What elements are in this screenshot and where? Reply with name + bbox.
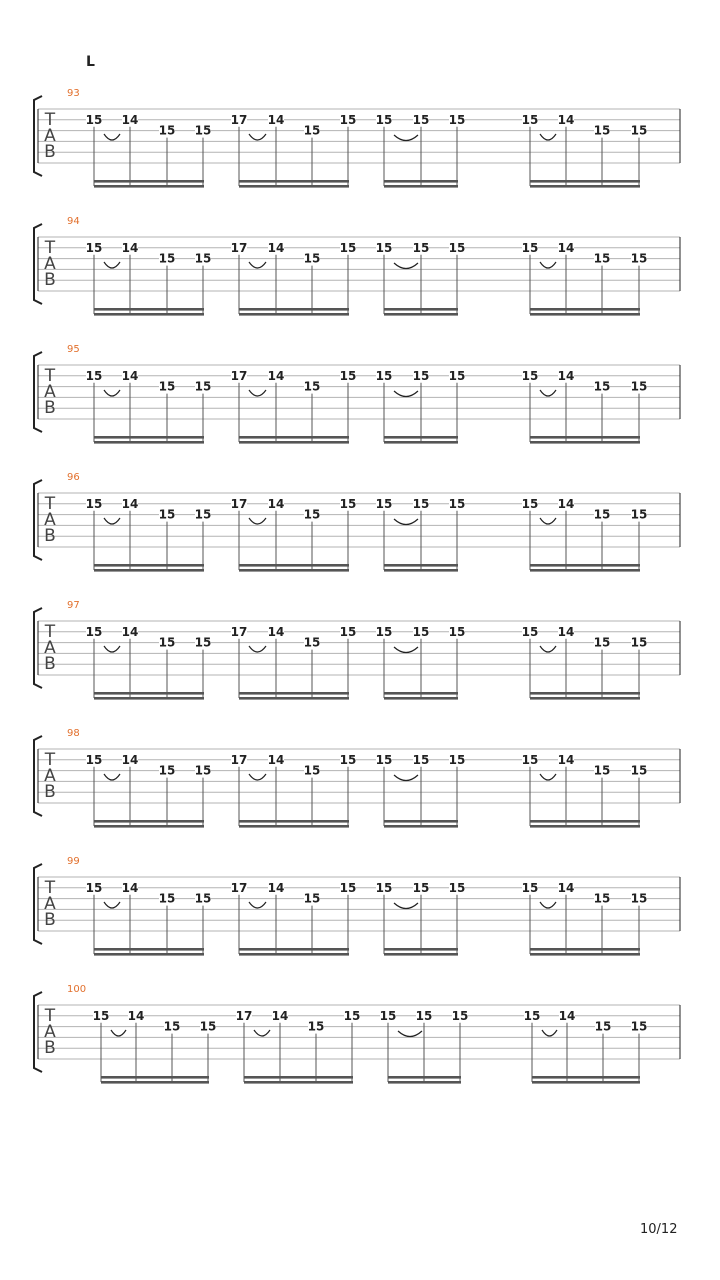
- fret-number: 15: [630, 507, 648, 522]
- beat-group: [522, 753, 648, 828]
- slur-tie: [249, 134, 266, 140]
- beat-group: [376, 369, 466, 444]
- fret-number: 15: [307, 1019, 325, 1034]
- slur-tie: [540, 134, 556, 140]
- fret-number: 14: [267, 752, 285, 767]
- fret-number: 15: [375, 752, 393, 767]
- measure-number: 93: [67, 88, 80, 99]
- tab-system: [34, 88, 680, 188]
- slur-tie: [104, 262, 120, 268]
- slur-tie: [540, 518, 556, 524]
- tab-clef-letter: A: [44, 638, 56, 658]
- fret-number: 17: [230, 112, 248, 127]
- slur-tie: [398, 1031, 422, 1037]
- fret-number: 15: [448, 240, 466, 255]
- beam-primary: [94, 564, 204, 567]
- beam-primary: [239, 820, 349, 823]
- beam-secondary: [388, 1081, 461, 1084]
- beam-primary: [239, 308, 349, 311]
- fret-number: 15: [521, 240, 539, 255]
- tab-clef-letter: B: [44, 910, 56, 930]
- fret-number: 14: [121, 624, 139, 639]
- slur-tie: [540, 774, 556, 780]
- fret-number: 15: [85, 496, 103, 511]
- beam-primary: [530, 948, 640, 951]
- tab-clef-letter: T: [44, 878, 56, 898]
- fret-number: 15: [85, 880, 103, 895]
- beam-primary: [384, 948, 458, 951]
- fret-number: 15: [521, 752, 539, 767]
- beam-secondary: [239, 569, 349, 572]
- beam-primary: [530, 564, 640, 567]
- beat-group: [376, 625, 466, 700]
- fret-number: 14: [271, 1008, 289, 1023]
- beam-secondary: [239, 313, 349, 316]
- slur-tie: [111, 1030, 126, 1036]
- beam-secondary: [239, 825, 349, 828]
- fret-number: 15: [448, 368, 466, 383]
- fret-number: 15: [593, 123, 611, 138]
- fret-number: 15: [303, 379, 321, 394]
- fret-number: 15: [375, 112, 393, 127]
- fret-number: 15: [448, 496, 466, 511]
- fret-number: 15: [339, 752, 357, 767]
- fret-number: 15: [339, 368, 357, 383]
- beam-primary: [244, 1076, 353, 1079]
- beam-primary: [384, 692, 458, 695]
- slur-tie: [542, 1030, 557, 1036]
- slur-tie: [394, 647, 418, 653]
- beam-primary: [530, 820, 640, 823]
- tab-clef-letter: T: [44, 1006, 56, 1026]
- fret-number: 15: [630, 123, 648, 138]
- slur-tie: [249, 390, 266, 396]
- measure-number: 96: [67, 472, 80, 483]
- beat-group: [231, 625, 357, 700]
- fret-number: 15: [303, 891, 321, 906]
- fret-number: 15: [85, 368, 103, 383]
- fret-number: 15: [339, 240, 357, 255]
- beam-secondary: [94, 313, 204, 316]
- measure-number: 99: [67, 856, 80, 867]
- beam-secondary: [384, 953, 458, 956]
- slur-tie: [540, 262, 556, 268]
- fret-number: 15: [375, 880, 393, 895]
- beat-group: [86, 625, 212, 700]
- fret-number: 14: [267, 496, 285, 511]
- tab-clef-letter: A: [44, 894, 56, 914]
- beam-primary: [384, 436, 458, 439]
- beat-group: [376, 497, 466, 572]
- slur-tie: [249, 262, 266, 268]
- tab-clef-letter: A: [44, 126, 56, 146]
- fret-number: 15: [303, 123, 321, 138]
- slur-tie: [104, 774, 120, 780]
- slur-tie: [104, 646, 120, 652]
- beam-primary: [94, 180, 204, 183]
- beat-group: [86, 113, 212, 188]
- fret-number: 17: [230, 496, 248, 511]
- fret-number: 15: [158, 635, 176, 650]
- tab-clef-letter: B: [44, 398, 56, 418]
- measure-number: 100: [67, 984, 87, 995]
- slur-tie: [540, 646, 556, 652]
- beam-secondary: [239, 185, 349, 188]
- beam-secondary: [239, 953, 349, 956]
- page-number: 10/12: [640, 1222, 678, 1237]
- fret-number: 15: [163, 1019, 181, 1034]
- tab-clef-letter: A: [44, 766, 56, 786]
- fret-number: 14: [557, 112, 575, 127]
- fret-number: 15: [375, 624, 393, 639]
- fret-number: 15: [194, 379, 212, 394]
- fret-number: 15: [630, 891, 648, 906]
- beam-secondary: [101, 1081, 209, 1084]
- fret-number: 15: [521, 496, 539, 511]
- beam-primary: [94, 820, 204, 823]
- beam-primary: [384, 820, 458, 823]
- beam-secondary: [244, 1081, 353, 1084]
- fret-number: 15: [158, 507, 176, 522]
- fret-number: 14: [557, 624, 575, 639]
- fret-number: 14: [557, 496, 575, 511]
- fret-number: 17: [235, 1008, 253, 1023]
- fret-number: 15: [521, 112, 539, 127]
- measure-number: 94: [67, 216, 80, 227]
- fret-number: 15: [199, 1019, 217, 1034]
- fret-number: 15: [630, 763, 648, 778]
- beat-group: [231, 881, 357, 956]
- beam-secondary: [530, 953, 640, 956]
- fret-number: 15: [448, 880, 466, 895]
- fret-number: 15: [339, 624, 357, 639]
- fret-number: 15: [448, 752, 466, 767]
- slur-tie: [394, 135, 418, 141]
- fret-number: 14: [121, 752, 139, 767]
- slur-tie: [540, 390, 556, 396]
- beam-secondary: [239, 697, 349, 700]
- beat-group: [93, 1009, 217, 1084]
- beam-primary: [94, 436, 204, 439]
- section-mark: L: [86, 54, 95, 70]
- beam-primary: [94, 692, 204, 695]
- measure-number: 98: [67, 728, 80, 739]
- tab-system: [34, 600, 680, 700]
- fret-number: 14: [121, 112, 139, 127]
- fret-number: 14: [558, 1008, 576, 1023]
- fret-number: 15: [158, 379, 176, 394]
- beam-secondary: [94, 441, 204, 444]
- fret-number: 14: [121, 240, 139, 255]
- slur-tie: [104, 902, 120, 908]
- slur-tie: [104, 134, 120, 140]
- fret-number: 15: [593, 763, 611, 778]
- fret-number: 15: [521, 624, 539, 639]
- fret-number: 14: [557, 368, 575, 383]
- tab-clef-letter: B: [44, 142, 56, 162]
- beat-group: [86, 369, 212, 444]
- beat-group: [376, 753, 466, 828]
- fret-number: 15: [630, 1019, 648, 1034]
- beam-primary: [530, 180, 640, 183]
- beam-primary: [530, 308, 640, 311]
- beam-primary: [384, 180, 458, 183]
- fret-number: 14: [121, 368, 139, 383]
- beat-group: [522, 241, 648, 316]
- fret-number: 15: [158, 251, 176, 266]
- tab-system: [34, 472, 680, 572]
- tab-clef-letter: B: [44, 1038, 56, 1058]
- fret-number: 15: [158, 763, 176, 778]
- fret-number: 15: [630, 379, 648, 394]
- tab-clef-letter: B: [44, 782, 56, 802]
- fret-number: 15: [412, 368, 430, 383]
- fret-number: 15: [85, 624, 103, 639]
- fret-number: 15: [194, 763, 212, 778]
- fret-number: 14: [121, 880, 139, 895]
- beat-group: [231, 113, 357, 188]
- beat-group: [376, 113, 466, 188]
- beat-group: [86, 753, 212, 828]
- beam-secondary: [530, 441, 640, 444]
- tab-clef-letter: A: [44, 510, 56, 530]
- slur-tie: [249, 518, 266, 524]
- beam-secondary: [384, 441, 458, 444]
- beam-primary: [94, 948, 204, 951]
- beat-group: [524, 1009, 648, 1084]
- slur-tie: [540, 902, 556, 908]
- beat-group: [522, 113, 648, 188]
- fret-number: 15: [593, 507, 611, 522]
- fret-number: 15: [85, 112, 103, 127]
- fret-number: 15: [448, 112, 466, 127]
- fret-number: 15: [375, 368, 393, 383]
- slur-tie: [394, 903, 418, 909]
- fret-number: 14: [557, 240, 575, 255]
- slur-tie: [104, 518, 120, 524]
- beat-group: [86, 241, 212, 316]
- beam-primary: [239, 692, 349, 695]
- beam-primary: [388, 1076, 461, 1079]
- fret-number: 15: [593, 251, 611, 266]
- beam-secondary: [384, 825, 458, 828]
- fret-number: 15: [303, 251, 321, 266]
- fret-number: 15: [412, 496, 430, 511]
- fret-number: 17: [230, 624, 248, 639]
- tab-clef-letter: B: [44, 526, 56, 546]
- beat-group: [380, 1009, 469, 1084]
- slur-tie: [394, 391, 418, 397]
- fret-number: 15: [194, 123, 212, 138]
- fret-number: 15: [303, 763, 321, 778]
- beat-group: [522, 369, 648, 444]
- tab-clef-letter: A: [44, 1022, 56, 1042]
- slur-tie: [394, 775, 418, 781]
- fret-number: 15: [448, 624, 466, 639]
- beat-group: [376, 241, 466, 316]
- beam-primary: [239, 564, 349, 567]
- fret-number: 14: [267, 240, 285, 255]
- measure-number: 97: [67, 600, 80, 611]
- beam-primary: [384, 564, 458, 567]
- fret-number: 15: [92, 1008, 110, 1023]
- slur-tie: [249, 646, 266, 652]
- fret-number: 14: [121, 496, 139, 511]
- beat-group: [86, 881, 212, 956]
- fret-number: 15: [343, 1008, 361, 1023]
- beat-group: [231, 753, 357, 828]
- beat-group: [236, 1009, 361, 1084]
- beam-secondary: [530, 569, 640, 572]
- beam-primary: [239, 436, 349, 439]
- beam-primary: [532, 1076, 640, 1079]
- slur-tie: [249, 902, 266, 908]
- fret-number: 17: [230, 368, 248, 383]
- fret-number: 14: [557, 752, 575, 767]
- tab-clef-letter: B: [44, 654, 56, 674]
- beam-secondary: [94, 185, 204, 188]
- tab-system: [34, 216, 680, 316]
- beat-group: [86, 497, 212, 572]
- tab-clef-letter: T: [44, 110, 56, 130]
- tab-system: [34, 728, 680, 828]
- beam-secondary: [384, 313, 458, 316]
- beam-primary: [530, 692, 640, 695]
- tab-clef-letter: B: [44, 270, 56, 290]
- fret-number: 15: [303, 507, 321, 522]
- beam-secondary: [384, 697, 458, 700]
- slur-tie: [254, 1030, 270, 1036]
- beat-group: [522, 625, 648, 700]
- beam-primary: [530, 436, 640, 439]
- beam-secondary: [94, 825, 204, 828]
- fret-number: 14: [557, 880, 575, 895]
- fret-number: 15: [375, 240, 393, 255]
- fret-number: 15: [85, 752, 103, 767]
- fret-number: 15: [451, 1008, 469, 1023]
- fret-number: 15: [593, 379, 611, 394]
- tab-clef-letter: A: [44, 382, 56, 402]
- beam-secondary: [532, 1081, 640, 1084]
- beam-secondary: [530, 185, 640, 188]
- fret-number: 15: [194, 251, 212, 266]
- beam-secondary: [94, 569, 204, 572]
- beat-group: [231, 241, 357, 316]
- slur-tie: [249, 774, 266, 780]
- beat-group: [231, 497, 357, 572]
- beam-secondary: [530, 313, 640, 316]
- beam-primary: [101, 1076, 209, 1079]
- beat-group: [522, 497, 648, 572]
- tab-clef-letter: T: [44, 494, 56, 514]
- fret-number: 15: [375, 496, 393, 511]
- beam-primary: [239, 948, 349, 951]
- tab-clef-letter: T: [44, 238, 56, 258]
- fret-number: 15: [158, 891, 176, 906]
- fret-number: 15: [521, 368, 539, 383]
- fret-number: 15: [594, 1019, 612, 1034]
- measure-number: 95: [67, 344, 80, 355]
- fret-number: 15: [415, 1008, 433, 1023]
- fret-number: 15: [339, 112, 357, 127]
- fret-number: 15: [593, 891, 611, 906]
- beam-secondary: [384, 185, 458, 188]
- fret-number: 15: [523, 1008, 541, 1023]
- beam-primary: [384, 308, 458, 311]
- fret-number: 15: [521, 880, 539, 895]
- beam-secondary: [384, 569, 458, 572]
- beam-secondary: [530, 825, 640, 828]
- fret-number: 15: [339, 880, 357, 895]
- fret-number: 15: [412, 880, 430, 895]
- fret-number: 17: [230, 240, 248, 255]
- beam-secondary: [530, 697, 640, 700]
- fret-number: 15: [412, 624, 430, 639]
- fret-number: 15: [412, 752, 430, 767]
- slur-tie: [104, 390, 120, 396]
- slur-tie: [394, 263, 418, 269]
- fret-number: 15: [339, 496, 357, 511]
- fret-number: 15: [630, 251, 648, 266]
- tab-system: [34, 344, 680, 444]
- beat-group: [231, 369, 357, 444]
- fret-number: 15: [194, 507, 212, 522]
- beam-secondary: [239, 441, 349, 444]
- fret-number: 15: [379, 1008, 397, 1023]
- beam-primary: [94, 308, 204, 311]
- fret-number: 14: [267, 880, 285, 895]
- beam-primary: [239, 180, 349, 183]
- fret-number: 17: [230, 880, 248, 895]
- fret-number: 15: [158, 123, 176, 138]
- fret-number: 15: [412, 112, 430, 127]
- tab-clef-letter: A: [44, 254, 56, 274]
- tab-system: [34, 856, 680, 956]
- fret-number: 14: [267, 624, 285, 639]
- fret-number: 14: [267, 112, 285, 127]
- fret-number: 15: [303, 635, 321, 650]
- fret-number: 17: [230, 752, 248, 767]
- fret-number: 14: [127, 1008, 145, 1023]
- fret-number: 15: [85, 240, 103, 255]
- tab-system: [34, 984, 680, 1084]
- tab-clef-letter: T: [44, 622, 56, 642]
- tab-clef-letter: T: [44, 366, 56, 386]
- fret-number: 15: [593, 635, 611, 650]
- fret-number: 15: [194, 635, 212, 650]
- beat-group: [376, 881, 466, 956]
- fret-number: 15: [412, 240, 430, 255]
- beam-secondary: [94, 953, 204, 956]
- fret-number: 14: [267, 368, 285, 383]
- tab-clef-letter: T: [44, 750, 56, 770]
- slur-tie: [394, 519, 418, 525]
- beat-group: [522, 881, 648, 956]
- fret-number: 15: [194, 891, 212, 906]
- beam-secondary: [94, 697, 204, 700]
- fret-number: 15: [630, 635, 648, 650]
